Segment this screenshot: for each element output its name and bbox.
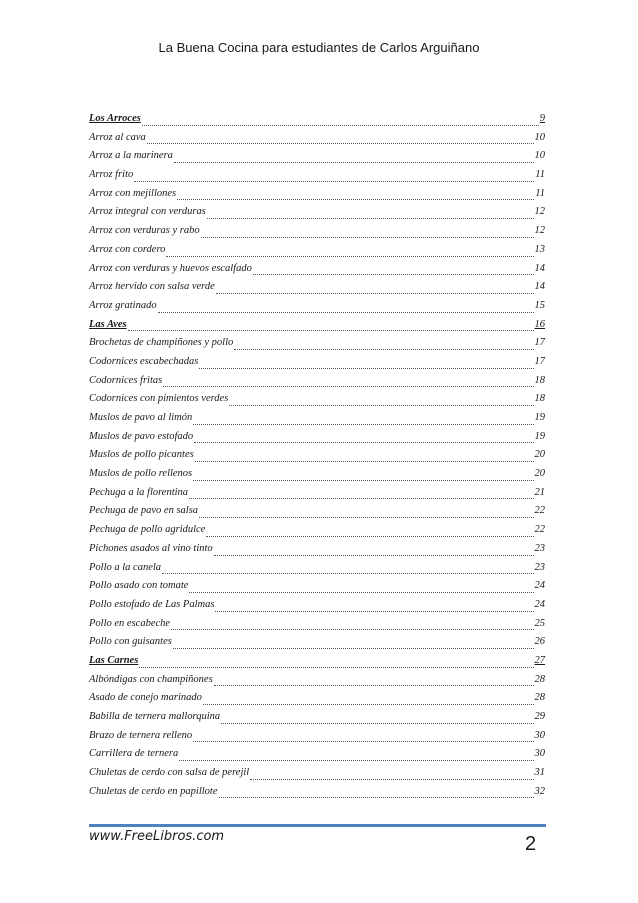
toc-entry[interactable]: [89, 206, 545, 225]
toc-entry-page: 24: [534, 580, 545, 592]
toc-entry[interactable]: [89, 281, 545, 300]
dot-leader: [194, 442, 533, 443]
toc-entry-page: 11: [535, 169, 545, 181]
dot-leader: [234, 349, 533, 350]
toc-entry-title: Pichones asados al vino tinto: [89, 542, 213, 554]
toc-entry-title: Babilla de ternera mallorquina: [89, 711, 221, 722]
toc-entry-title: Arroz hervido con salsa verde: [89, 281, 215, 293]
toc-entry[interactable]: [89, 524, 545, 543]
toc-entry[interactable]: [89, 263, 545, 282]
toc-entry-page: 20: [534, 468, 545, 480]
toc-entry[interactable]: [89, 375, 545, 394]
toc-entry-title: Pechuga de pollo agridulce: [89, 524, 206, 536]
dot-leader: [203, 704, 534, 705]
toc-entry[interactable]: [89, 393, 545, 412]
toc-entry[interactable]: [89, 487, 545, 506]
toc-entry[interactable]: [89, 580, 545, 599]
dot-leader: [189, 498, 533, 499]
toc-entry-title: Pollo estofado de Las Palmas: [89, 598, 215, 610]
dot-leader: [189, 592, 533, 593]
dot-leader: [207, 218, 534, 219]
dot-leader: [177, 199, 534, 200]
dot-leader: [171, 629, 533, 630]
toc-entry-title: Arroz con mejillones: [89, 187, 177, 199]
toc-entry-page: 12: [534, 225, 545, 237]
toc-entry-page: 31: [534, 767, 545, 779]
toc-entry[interactable]: [89, 188, 545, 207]
toc-entry-page: 22: [534, 524, 545, 536]
toc-entry-page: 26: [534, 636, 545, 648]
dot-leader: [193, 480, 533, 481]
toc-entry-page: 11: [535, 187, 545, 199]
dot-leader: [201, 237, 534, 238]
toc-entry[interactable]: [89, 132, 545, 151]
toc-entry[interactable]: [89, 169, 545, 188]
dot-leader: [158, 312, 534, 313]
toc-entry-page: 18: [534, 374, 545, 386]
toc-entry[interactable]: [89, 636, 545, 655]
toc-entry-title: Las Carnes: [89, 654, 139, 666]
toc-entry-page: 29: [534, 711, 545, 722]
dot-leader: [134, 181, 534, 182]
dot-leader: [142, 125, 539, 126]
dot-leader: [219, 797, 534, 798]
dot-leader: [173, 648, 534, 649]
toc-entry[interactable]: [89, 730, 545, 749]
toc-entry-title: Arroz gratinado: [89, 299, 157, 311]
toc-entry-title: Pollo a la canela: [89, 561, 162, 573]
dot-leader: [128, 330, 534, 331]
dot-leader: [214, 685, 534, 686]
toc-entry-page: 12: [534, 206, 545, 218]
toc-entry-page: 15: [534, 299, 545, 311]
toc-entry-title: Muslos de pavo al limón: [89, 412, 193, 423]
toc-entry-title: Pechuga a la florentina: [89, 486, 189, 498]
toc-entry-page: 23: [534, 561, 545, 573]
dot-leader: [174, 162, 534, 163]
dot-leader: [221, 723, 533, 724]
toc-entry-title: Codornices con pimientos verdes: [89, 393, 229, 405]
toc-entry[interactable]: [89, 543, 545, 562]
toc-entry[interactable]: [89, 244, 545, 263]
toc-entry-title: Arroz al cava: [89, 131, 146, 143]
toc-entry[interactable]: [89, 786, 545, 805]
toc-entry-page: 25: [534, 617, 545, 629]
toc-entry-title: Arroz frito: [89, 169, 134, 181]
dot-leader: [139, 667, 533, 668]
toc-entry[interactable]: [89, 767, 545, 786]
toc-entry[interactable]: [89, 618, 545, 637]
toc-entry-title: Carrillera de ternera: [89, 748, 179, 760]
toc-entry-page: 21: [534, 486, 545, 498]
toc-section-entry[interactable]: [89, 113, 545, 132]
dot-leader: [179, 760, 533, 761]
toc-entry-title: Muslos de pollo picantes: [89, 449, 194, 461]
toc-entry-title: Brazo de ternera relleno: [89, 729, 193, 741]
toc-entry-page: 16: [534, 318, 545, 330]
page-header: La Buena Cocina para estudiantes de Carlos Arguiñano: [158, 40, 480, 55]
toc-entry-title: Muslos de pavo estofado: [89, 430, 194, 442]
page-number: 2: [525, 833, 537, 855]
toc-entry-page: 28: [534, 692, 545, 704]
toc-entry-title: Arroz con verduras y huevos escalfado: [89, 262, 252, 274]
toc-section-entry[interactable]: [89, 319, 545, 338]
toc-entry-page: 10: [534, 150, 545, 162]
toc-entry-page: 28: [534, 673, 545, 685]
dot-leader: [195, 461, 534, 462]
toc-entry-page: 30: [534, 729, 545, 741]
dot-leader: [206, 536, 533, 537]
toc-entry-page: 20: [534, 449, 545, 461]
toc-entry-title: Las Aves: [89, 318, 127, 330]
dot-leader: [147, 143, 534, 144]
toc-entry[interactable]: [89, 562, 545, 581]
toc-entry[interactable]: [89, 431, 545, 450]
toc-entry[interactable]: [89, 449, 545, 468]
toc-entry[interactable]: [89, 468, 545, 487]
toc-entry-title: Arroz integral con verduras: [89, 206, 206, 218]
toc-entry-title: Codornices escabechadas: [89, 355, 199, 367]
toc-entry-page: 32: [534, 785, 545, 797]
footer-divider: [89, 824, 546, 827]
toc-entry-page: 13: [534, 243, 545, 255]
dot-leader: [253, 274, 534, 275]
dot-leader: [199, 368, 533, 369]
dot-leader: [162, 573, 533, 574]
dot-leader: [215, 611, 533, 612]
toc-entry-page: 19: [534, 412, 545, 423]
toc-entry-page: 17: [534, 355, 545, 367]
toc-entry-title: Los Arroces: [89, 113, 141, 124]
toc-entry-title: Pollo con guisantes: [89, 636, 172, 648]
table-of-contents: [89, 113, 545, 804]
toc-entry-page: 23: [534, 542, 545, 554]
toc-entry-title: Albóndigas con champiñones: [89, 673, 213, 685]
toc-entry-title: Chuletas de cerdo con salsa de perejil: [89, 767, 250, 779]
toc-entry-title: Codornices fritas: [89, 374, 163, 386]
dot-leader: [214, 555, 534, 556]
dot-leader: [250, 779, 533, 780]
toc-entry-page: 27: [534, 654, 545, 666]
toc-entry-title: Brochetas de champiñones y pollo: [89, 337, 234, 349]
dot-leader: [193, 424, 533, 425]
toc-entry-page: 18: [534, 393, 545, 405]
toc-entry-page: 24: [534, 598, 545, 610]
toc-entry-page: 14: [534, 281, 545, 293]
toc-entry-title: Arroz a la marinera: [89, 150, 173, 162]
toc-entry[interactable]: [89, 337, 545, 356]
toc-entry-title: Arroz con cordero: [89, 243, 166, 255]
toc-entry[interactable]: [89, 674, 545, 693]
toc-section-entry[interactable]: [89, 655, 545, 674]
toc-entry-title: Muslos de pollo rellenos: [89, 468, 193, 480]
toc-entry[interactable]: [89, 412, 545, 431]
toc-entry-title: Pechuga de pavo en salsa: [89, 505, 199, 517]
dot-leader: [163, 386, 533, 387]
toc-entry-page: 10: [534, 131, 545, 143]
toc-entry-title: Chuletas de cerdo en papillote: [89, 785, 218, 797]
toc-entry-page: 14: [534, 262, 545, 274]
toc-entry-page: 19: [534, 430, 545, 442]
toc-entry-page: 22: [534, 505, 545, 517]
toc-entry-page: 9: [539, 113, 545, 124]
toc-entry[interactable]: [89, 356, 545, 375]
footer-website: www.FreeLibros.com: [89, 829, 225, 844]
toc-entry[interactable]: [89, 225, 545, 244]
toc-entry-title: Pollo en escabeche: [89, 617, 171, 629]
toc-entry[interactable]: [89, 711, 545, 730]
toc-entry[interactable]: [89, 692, 545, 711]
toc-entry[interactable]: [89, 150, 545, 169]
dot-leader: [199, 517, 533, 518]
toc-entry[interactable]: [89, 300, 545, 319]
toc-entry-title: Arroz con verduras y rabo: [89, 225, 200, 237]
toc-entry-page: 17: [534, 337, 545, 349]
toc-entry[interactable]: [89, 505, 545, 524]
toc-entry[interactable]: [89, 599, 545, 618]
toc-entry-page: 30: [534, 748, 545, 760]
dot-leader: [193, 741, 533, 742]
toc-entry-title: Pollo asado con tomate: [89, 580, 189, 592]
toc-entry-title: Asado de conejo marinado: [89, 692, 202, 704]
dot-leader: [229, 405, 533, 406]
dot-leader: [166, 256, 533, 257]
dot-leader: [216, 293, 534, 294]
toc-entry[interactable]: [89, 748, 545, 767]
